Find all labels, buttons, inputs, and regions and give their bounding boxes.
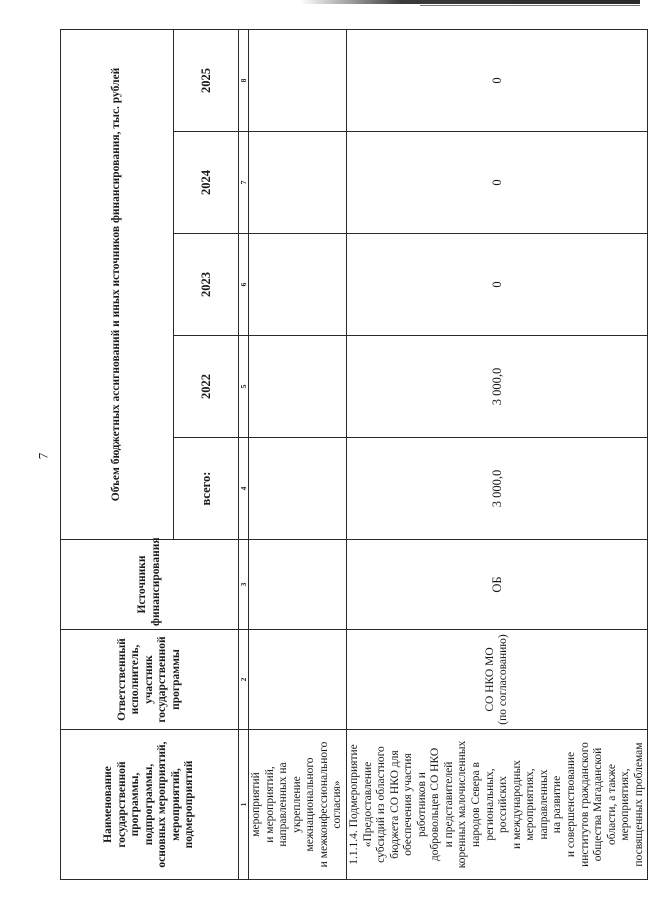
- row-2025-cell: [249, 29, 347, 131]
- row-2024-cell: [249, 132, 347, 234]
- column-number: 6: [239, 234, 249, 336]
- column-number: 8: [239, 29, 249, 131]
- row-name-cell: 1.1.1.4. Подмероприятие «Предоставление субсидий из областного бюджета СО НКО для обеспечения участия работников и добровольцев СО НКО и представителей коренных малочисленных народов Севера в региональных, российских и международных мероприятиях, направленных на развитие и совершенствование институтов гражданского общества Магаданской области, а также мероприятиях, посвященных проблемам: [346, 730, 647, 880]
- row-2022-cell: [249, 336, 347, 438]
- funding-table: [60, 29, 648, 880]
- header-source: Источники финансирования: [61, 540, 239, 630]
- header-year-2025: 2025: [174, 29, 239, 131]
- row-total-cell: 3 000,0: [346, 438, 647, 540]
- row-2024-cell: 0: [346, 132, 647, 234]
- rotated-page: [60, 30, 645, 880]
- column-number: 1: [239, 730, 249, 880]
- column-number: 2: [239, 630, 249, 730]
- row-executor-cell: [249, 630, 347, 730]
- header-total: всего:: [174, 438, 239, 540]
- page-number: 7: [35, 452, 51, 460]
- column-number: 3: [239, 540, 249, 630]
- header-year-2024: 2024: [174, 132, 239, 234]
- row-2022-cell: 3 000,0: [346, 336, 647, 438]
- column-number: 4: [239, 438, 249, 540]
- header-year-2022: 2022: [174, 336, 239, 438]
- header-funding-group: Объем бюджетных ассигнований и иных источников финансирования, тыс. рублей: [61, 29, 174, 539]
- row-2023-cell: [249, 234, 347, 336]
- table-row: [249, 29, 347, 879]
- header-executor: Ответственный исполнитель, участник государственной программы: [61, 630, 239, 730]
- row-total-cell: [249, 438, 347, 540]
- scan-edge-mark: [300, 0, 640, 4]
- row-2025-cell: 0: [346, 29, 647, 131]
- row-executor-cell: СО НКО МО (по согласованию): [346, 630, 647, 730]
- header-name: Наименование государственной программы, подпрограммы, основных мероприятий, мероприятий, подмероприятий: [61, 730, 239, 880]
- row-name-cell: мероприятий и мероприятий, направленных на укрепление межнационального и межконфессионального согласия»: [249, 730, 347, 880]
- column-number: 7: [239, 132, 249, 234]
- row-source-cell: [249, 540, 347, 630]
- row-2023-cell: 0: [346, 234, 647, 336]
- column-number-row: [239, 29, 249, 879]
- row-source-cell: ОБ: [346, 540, 647, 630]
- scan-edge-line: [420, 5, 640, 6]
- table-row: [346, 29, 647, 879]
- column-number: 5: [239, 336, 249, 438]
- header-year-2023: 2023: [174, 234, 239, 336]
